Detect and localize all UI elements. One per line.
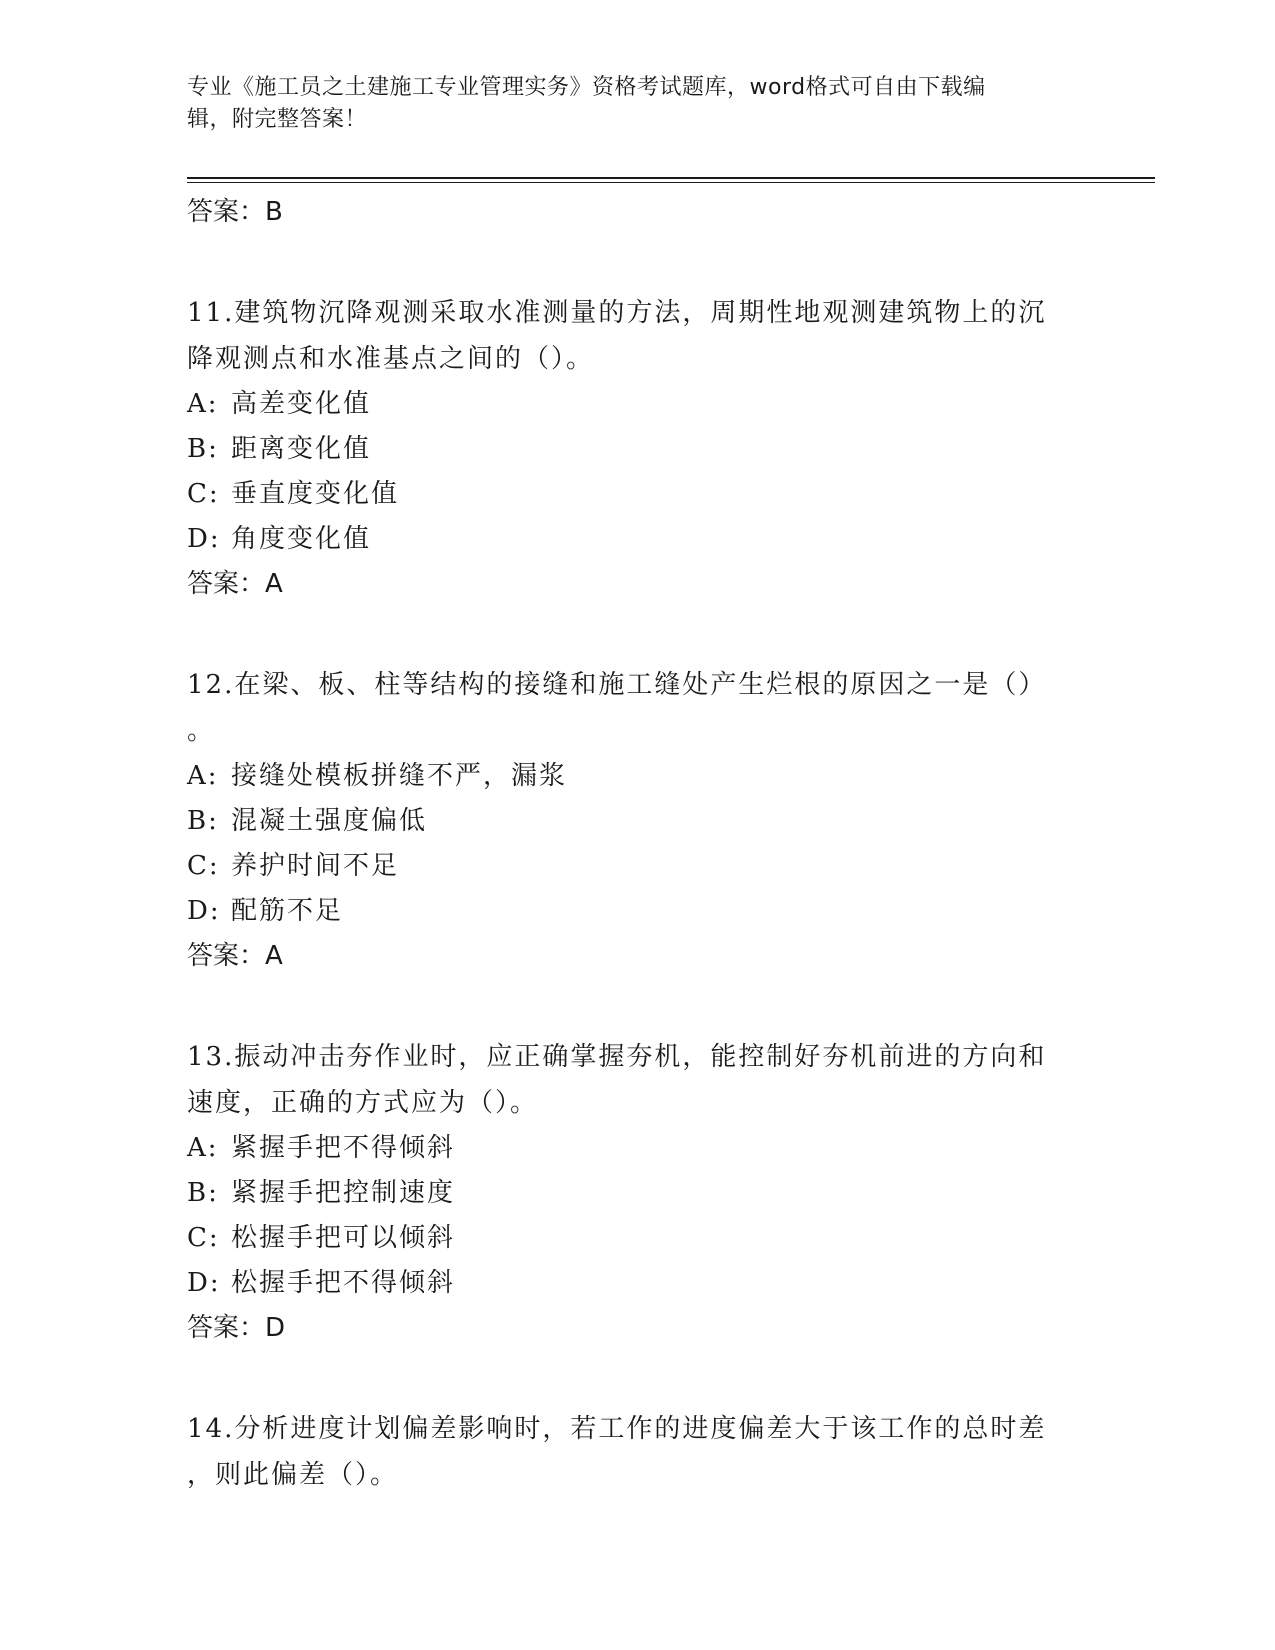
question-text-line: 。 [187, 716, 216, 746]
option-c [187, 472, 1077, 517]
option-text: 接缝处模板拼缝不严，漏浆 [231, 761, 568, 791]
question-text-line: 11.建筑物沉降观测采取水准测量的方法，周期性地观测建筑物上的沉 [187, 298, 1047, 328]
question-item [187, 290, 1077, 606]
answer-line: 答案：A [187, 569, 283, 599]
option-d [187, 517, 1077, 562]
option-b [187, 427, 1077, 472]
question-text-line: ，则此偏差（）。 [187, 1460, 399, 1490]
option-text: 松握手把不得倾斜 [231, 1268, 456, 1298]
option-label: C: [187, 479, 220, 509]
question-list [187, 190, 1077, 1498]
option-label: B: [187, 806, 219, 836]
option-a [187, 754, 1077, 799]
option-a [187, 1126, 1077, 1171]
option-label: D: [187, 896, 221, 926]
question-text-line: 14.分析进度计划偏差影响时，若工作的进度偏差大于该工作的总时差 [187, 1414, 1047, 1444]
question-text [187, 1034, 1077, 1126]
option-label: A: [187, 1133, 219, 1163]
option-d [187, 889, 1077, 934]
option-d [187, 1261, 1077, 1306]
option-text: 松握手把可以倾斜 [231, 1223, 456, 1253]
spacer [187, 234, 1077, 290]
question-text-line: 速度，正确的方式应为（）。 [187, 1088, 539, 1118]
option-label: C: [187, 851, 220, 881]
question-text-line: 降观测点和水准基点之间的（）。 [187, 344, 595, 374]
answer-line: 答案：D [187, 1313, 286, 1343]
option-text: 养护时间不足 [231, 851, 400, 881]
option-label: A: [187, 389, 219, 419]
option-text: 距离变化值 [231, 434, 372, 464]
question-text [187, 1406, 1077, 1498]
option-label: A: [187, 761, 219, 791]
spacer [187, 606, 1077, 662]
question-item [187, 662, 1077, 978]
option-b [187, 1171, 1077, 1216]
question-text [187, 290, 1077, 382]
option-text: 紧握手把控制速度 [231, 1178, 456, 1208]
question-text-line: 13.振动冲击夯作业时，应正确掌握夯机，能控制好夯机前进的方向和 [187, 1042, 1047, 1072]
question-text-line: 12.在梁、板、柱等结构的接缝和施工缝处产生烂根的原因之一是（） [187, 670, 1047, 700]
option-text: 垂直度变化值 [231, 479, 400, 509]
option-text: 配筋不足 [231, 896, 344, 926]
option-label: B: [187, 1178, 219, 1208]
option-text: 角度变化值 [231, 524, 372, 554]
header-divider-thin [187, 182, 1155, 183]
option-c [187, 844, 1077, 889]
document-header [187, 72, 1067, 136]
option-text: 紧握手把不得倾斜 [231, 1133, 456, 1163]
option-c [187, 1216, 1077, 1261]
option-label: D: [187, 524, 221, 554]
question-text [187, 662, 1077, 754]
option-a [187, 382, 1077, 427]
question-item [187, 1034, 1077, 1350]
answer-line: 答案：B [187, 197, 283, 227]
header-line-1: 专业《施工员之土建施工专业管理实务》资格考试题库，word格式可自由下载编 [187, 75, 986, 100]
option-label: B: [187, 434, 219, 464]
spacer [187, 978, 1077, 1034]
spacer [187, 1350, 1077, 1406]
answer-line: 答案：A [187, 941, 283, 971]
option-label: C: [187, 1223, 220, 1253]
option-b [187, 799, 1077, 844]
option-text: 混凝土强度偏低 [231, 806, 428, 836]
question-item [187, 1406, 1077, 1498]
option-text: 高差变化值 [231, 389, 372, 419]
header-divider-thick [187, 177, 1155, 179]
option-label: D: [187, 1268, 221, 1298]
header-line-2: 辑，附完整答案！ [187, 107, 368, 132]
